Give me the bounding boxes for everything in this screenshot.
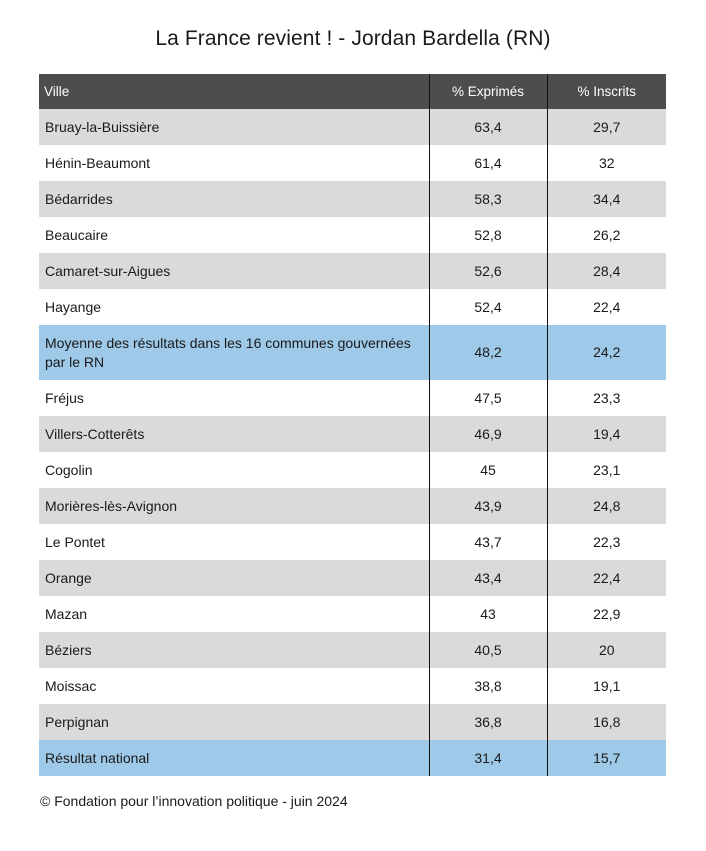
table-row (39, 325, 666, 380)
cell-exprimes: 31,4 (429, 740, 547, 776)
column-header-exprimes: % Exprimés (429, 74, 547, 109)
cell-exprimes: 43,7 (429, 524, 547, 560)
cell-exprimes: 63,4 (429, 109, 547, 145)
cell-inscrits: 22,4 (547, 560, 666, 596)
cell-ville: Fréjus (45, 389, 84, 406)
cell-exprimes: 52,4 (429, 289, 547, 325)
table-row (39, 524, 666, 560)
table-row (39, 145, 666, 181)
cell-ville: Bédarrides (45, 190, 113, 207)
cell-ville: Béziers (45, 641, 92, 658)
cell-ville: Le Pontet (45, 533, 105, 550)
cell-exprimes: 45 (429, 452, 547, 488)
cell-inscrits: 22,3 (547, 524, 666, 560)
table-row (39, 253, 666, 289)
cell-exprimes: 48,2 (429, 325, 547, 380)
cell-inscrits: 26,2 (547, 217, 666, 253)
cell-ville: Moissac (45, 677, 97, 694)
cell-inscrits: 24,8 (547, 488, 666, 524)
cell-ville: Bruay-la-Buissière (45, 118, 160, 135)
cell-ville: Cogolin (45, 461, 93, 478)
table-row (39, 560, 666, 596)
cell-exprimes: 36,8 (429, 704, 547, 740)
cell-inscrits: 24,2 (547, 325, 666, 380)
cell-ville: Moyenne des résultats dans les 16 communes gouvernées par le RN (45, 334, 411, 370)
table-row (39, 668, 666, 704)
table-row (39, 740, 666, 776)
cell-exprimes: 52,8 (429, 217, 547, 253)
cell-inscrits: 28,4 (547, 253, 666, 289)
cell-exprimes: 46,9 (429, 416, 547, 452)
cell-inscrits: 34,4 (547, 181, 666, 217)
cell-ville: Hénin-Beaumont (45, 154, 151, 171)
cell-ville: Perpignan (45, 713, 109, 730)
cell-exprimes: 58,3 (429, 181, 547, 217)
cell-inscrits: 32 (547, 145, 666, 181)
page-title: La France revient ! - Jordan Bardella (RN) (155, 27, 551, 50)
cell-ville: Résultat national (45, 749, 150, 766)
cell-inscrits: 19,1 (547, 668, 666, 704)
table-row (39, 416, 666, 452)
table-row (39, 596, 666, 632)
table-row (39, 452, 666, 488)
table-row (39, 488, 666, 524)
table-row (39, 704, 666, 740)
results-table (39, 74, 666, 776)
cell-inscrits: 22,4 (547, 289, 666, 325)
cell-inscrits: 23,3 (547, 380, 666, 416)
table-row (39, 380, 666, 416)
cell-inscrits: 19,4 (547, 416, 666, 452)
cell-exprimes: 47,5 (429, 380, 547, 416)
cell-ville: Orange (45, 569, 92, 586)
cell-exprimes: 43,4 (429, 560, 547, 596)
column-header-ville: Ville (44, 84, 70, 99)
cell-inscrits: 22,9 (547, 596, 666, 632)
cell-inscrits: 29,7 (547, 109, 666, 145)
cell-exprimes: 52,6 (429, 253, 547, 289)
table-row (39, 632, 666, 668)
table-row (39, 109, 666, 145)
cell-exprimes: 43 (429, 596, 547, 632)
cell-ville: Morières-lès-Avignon (45, 497, 178, 514)
cell-ville: Hayange (45, 298, 102, 315)
table-row (39, 181, 666, 217)
cell-exprimes: 40,5 (429, 632, 547, 668)
cell-inscrits: 16,8 (547, 704, 666, 740)
cell-ville: Mazan (45, 605, 88, 622)
column-header-inscrits: % Inscrits (547, 74, 666, 109)
table-row (39, 217, 666, 253)
cell-exprimes: 43,9 (429, 488, 547, 524)
table-row (39, 289, 666, 325)
cell-inscrits: 20 (547, 632, 666, 668)
cell-ville: Villers-Cotterêts (45, 425, 145, 442)
cell-exprimes: 38,8 (429, 668, 547, 704)
cell-inscrits: 15,7 (547, 740, 666, 776)
table-header-row (39, 74, 666, 109)
cell-exprimes: 61,4 (429, 145, 547, 181)
cell-ville: Camaret-sur-Aigues (45, 262, 171, 279)
cell-ville: Beaucaire (45, 226, 109, 243)
table-body (39, 109, 666, 776)
cell-inscrits: 23,1 (547, 452, 666, 488)
source-footer: © Fondation pour l’innovation politique - juin 2024 (40, 793, 348, 809)
